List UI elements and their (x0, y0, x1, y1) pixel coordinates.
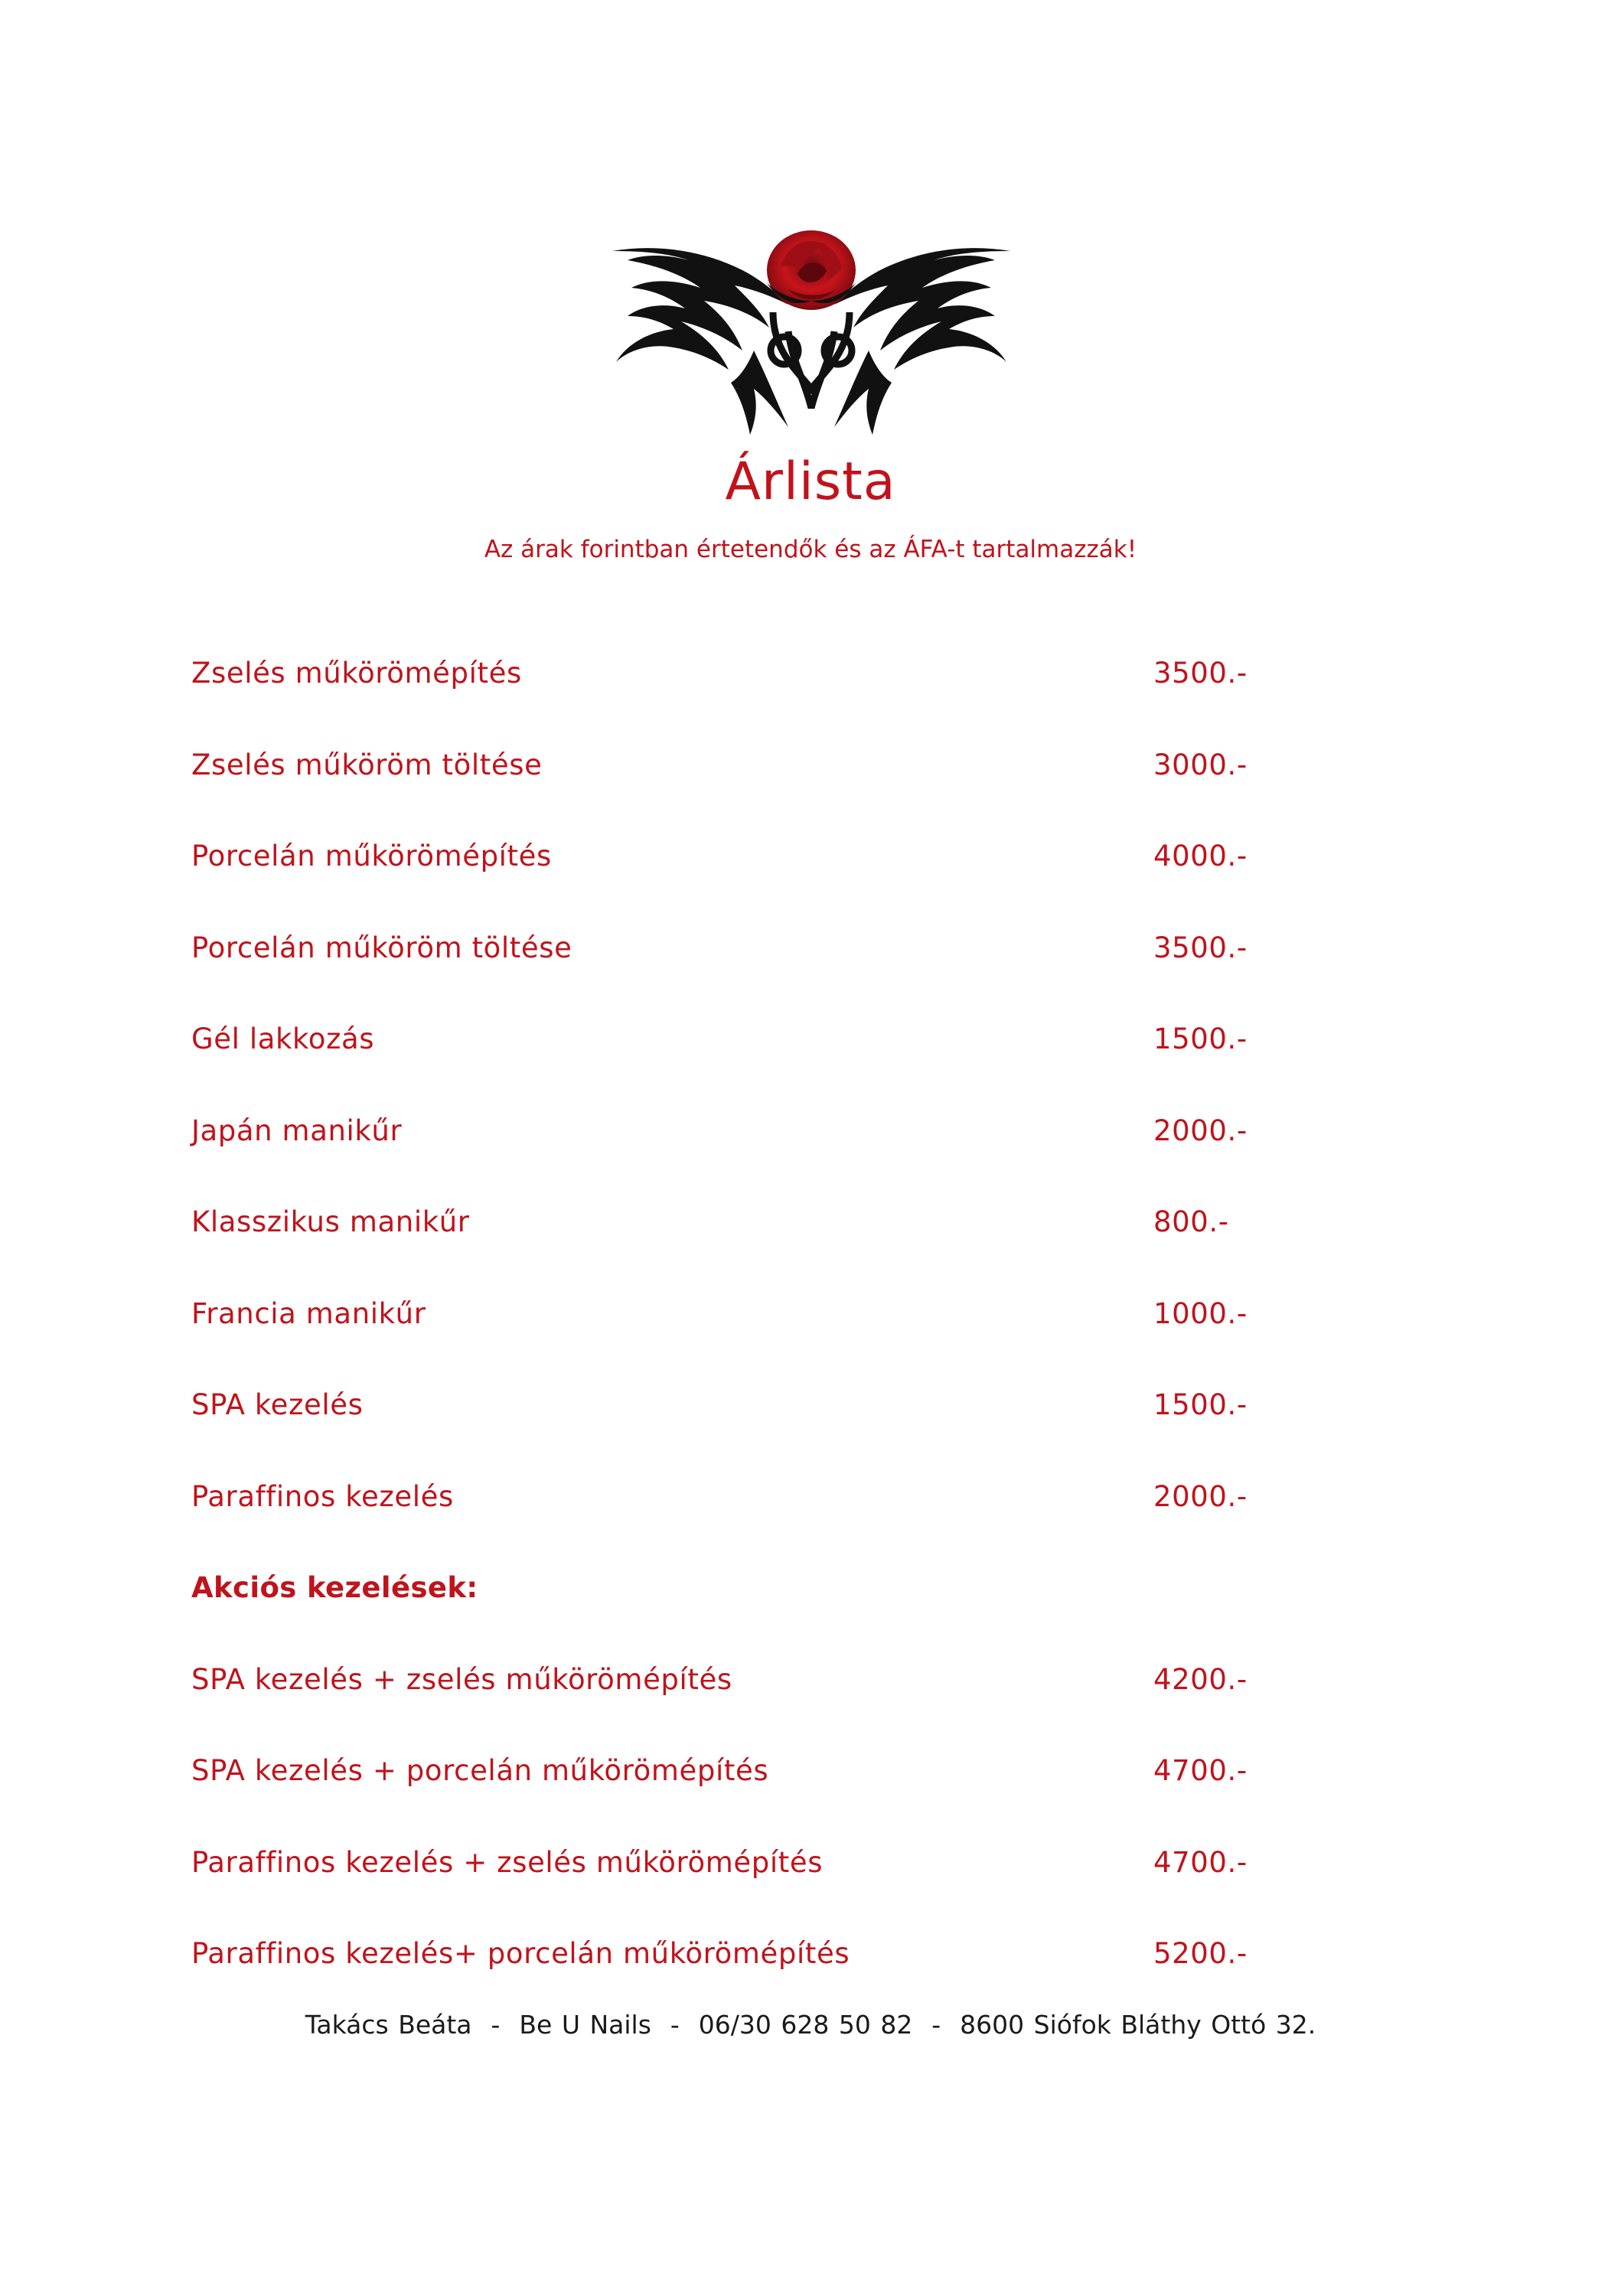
service-name: SPA kezelés (191, 1388, 364, 1422)
promo-name: Paraffinos kezelés + zselés műkörömépítés (191, 1845, 824, 1879)
service-name: Porcelán műköröm töltése (191, 931, 572, 964)
service-name: Paraffinos kezelés (191, 1479, 454, 1513)
service-price: 3000.- (1153, 748, 1248, 781)
service-name: Francia manikűr (191, 1296, 426, 1330)
promo-price: 4200.- (1153, 1662, 1248, 1696)
service-row (191, 810, 1301, 902)
promo-price: 4700.- (1153, 1754, 1248, 1788)
service-name: Zselés műkörömépítés (191, 657, 522, 690)
service-row (191, 1451, 1301, 1543)
service-price: 1500.- (1153, 1388, 1248, 1422)
footer-contact: Takács Beáta - Be U Nails - 06/30 628 50 82 - 8600 Siófok Bláthy Ottó 32. (305, 2010, 1316, 2040)
tribal-rose-icon (597, 197, 1026, 442)
promo-price: 5200.- (1153, 1937, 1248, 1971)
service-name: Zselés műköröm töltése (191, 748, 543, 781)
promo-row (191, 1908, 1301, 2000)
service-name: Gél lakkozás (191, 1022, 375, 1056)
promo-heading: Akciós kezelések: (191, 1571, 478, 1605)
service-row (191, 993, 1301, 1085)
service-row (191, 1359, 1301, 1451)
service-row (191, 1268, 1301, 1360)
service-price: 3500.- (1153, 657, 1248, 690)
promo-row (191, 1634, 1301, 1726)
service-row (191, 628, 1301, 719)
promo-row (191, 1725, 1301, 1817)
service-name: Klasszikus manikűr (191, 1205, 470, 1239)
service-row (191, 719, 1301, 811)
service-price: 3500.- (1153, 931, 1248, 964)
promo-name: Paraffinos kezelés+ porcelán műkörömépítés (191, 1937, 850, 1971)
service-price: 2000.- (1153, 1479, 1248, 1513)
page-title: Árlista (725, 452, 896, 512)
promo-row (191, 1817, 1301, 1909)
service-price: 2000.- (1153, 1114, 1248, 1147)
service-row (191, 1085, 1301, 1177)
service-row (191, 1176, 1301, 1268)
promo-name: SPA kezelés + porcelán műkörömépítés (191, 1754, 769, 1788)
service-price: 4000.- (1153, 840, 1248, 873)
price-list (191, 628, 1301, 2000)
service-name: Porcelán műkörömépítés (191, 840, 552, 873)
service-row (191, 902, 1301, 994)
service-price: 1000.- (1153, 1296, 1248, 1330)
promo-price: 4700.- (1153, 1845, 1248, 1879)
service-price: 800.- (1153, 1205, 1229, 1239)
service-name: Japán manikűr (191, 1114, 403, 1147)
promo-name: SPA kezelés + zselés műkörömépítés (191, 1662, 732, 1696)
service-price: 1500.- (1153, 1022, 1248, 1056)
subtitle-note: Az árak forintban értetendők és az ÁFA-t tartalmazzák! (484, 536, 1137, 563)
